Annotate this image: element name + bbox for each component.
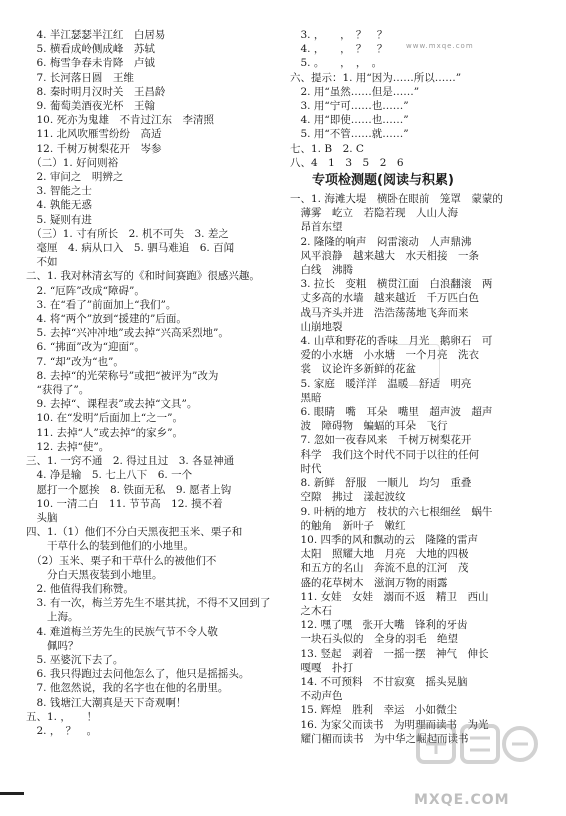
answer-line: 8. 秦时明月汉时关 王昌龄 <box>26 85 166 98</box>
answer-line: 七、1. B 2. C <box>290 142 364 155</box>
answer-line: （2）玉米、栗子和干草什么的被他们不 <box>26 554 217 567</box>
answer-line: 5. 巫婆沉下去了。 <box>26 653 124 666</box>
answer-line: 太阳 照耀大地 月亮 大地的四极 <box>290 548 469 561</box>
answer-line: “获得了”。 <box>26 384 90 397</box>
answer-line: 5. 用“不管……就……” <box>290 128 409 141</box>
answer-line: 八、4 1 3 5 2 6 <box>290 156 404 169</box>
answer-line: 6. 眼睛 嘴 耳朵 嘴里 超声波 超声 <box>290 406 493 419</box>
answer-line: 3. ， ， ？ ？ <box>290 29 388 41</box>
answer-line: 2. 用“虽然……但是……” <box>290 85 420 98</box>
answer-line: 愿打一个愿挨 8. 铁面无私 9. 愿者上钩 <box>26 483 232 496</box>
answer-line: 9. 去掉“、课程表”或去掉“文具”。 <box>26 398 198 411</box>
answer-line: 8. 钱塘江大潮真是天下奇观啊！ <box>26 696 187 709</box>
answer-line: 5. 横看成岭侧成峰 苏轼 <box>26 43 155 56</box>
answer-line: 11. 北风吹雁雪纷纷 高适 <box>26 128 162 141</box>
answer-line: 不如 <box>26 256 58 269</box>
answer-line: 二、1. 我对林清玄写的《和时间赛跑》很感兴趣。 <box>26 270 260 283</box>
answer-line: 13. 竖起 剥着 一摇一摆 神气 伸长 <box>290 647 489 660</box>
answer-line: 5. 家庭 暖洋洋 温暖 舒适 明亮 <box>290 377 472 390</box>
answer-line: 2. “厄阵”改成“障碍”。 <box>26 284 145 297</box>
answer-line: 4. 净是输 5. 七上八下 6. 一个 <box>26 469 193 482</box>
answer-line: 3. 用“宁可……也……” <box>290 100 409 113</box>
answer-line: 之木石 <box>290 604 332 617</box>
answer-line: 16. 为家父而读书 为明理而读书 为光 <box>290 718 489 731</box>
answer-line: 12. 嘿了嘿 张开大嘴 锋利的牙齿 <box>290 619 468 632</box>
answer-line: 9. 葡萄美酒夜光杯 王翰 <box>26 100 155 113</box>
answer-line: 14. 不可预料 不甘寂寞 摇头晃脑 <box>290 675 468 688</box>
answer-line: 和五方的名山 奔流不息的江河 茂 <box>290 562 469 575</box>
answer-line: 六、提示：1. 用“因为……所以……” <box>290 71 462 84</box>
answer-line: 嘎嘎 扑打 <box>290 661 353 674</box>
answer-line: 毫厘 4. 病从口入 5. 驷马难追 6. 百闻 <box>26 242 235 255</box>
answer-line: 昂首东望 <box>290 221 343 234</box>
answer-line: 2. 他值得我们称赞。 <box>26 582 134 595</box>
answer-line: 风平浪静 越来越大 水天相接 一条 <box>290 249 479 262</box>
answer-line: 2. 隆隆的响声 闷雷滚动 人声鼎沸 <box>290 235 472 248</box>
right-main-block <box>290 192 552 746</box>
answer-line: 3. 拉长 变粗 横贯江面 白浪翻滚 两 <box>290 278 493 291</box>
answer-line: 的触角 新叶子 嫩红 <box>290 519 406 532</box>
answer-line: 4. 山草和野花的香味 月光 鹅卵石 可 <box>290 335 493 348</box>
answer-line: （三）1. 寸有所长 2. 机不可失 3. 差之 <box>26 227 229 240</box>
answer-line: 3. 智能之士 <box>26 185 92 198</box>
answer-line: 10. 死亦为鬼雄 不肯过江东 李清照 <box>26 114 215 127</box>
answer-line: 7. 忽如一夜春风来 千树万树梨花开 <box>290 434 472 447</box>
answer-line: 三、1. 一窍不通 2. 得过且过 3. 各显神通 <box>26 455 235 468</box>
answer-line: 4. ， ， ？ ？ <box>290 43 388 56</box>
answer-line: 7. 他忽然说，我的名字也在他的名册里。 <box>26 682 229 695</box>
answer-line: 时代 <box>290 462 322 475</box>
answer-line: 3. 在“看了”前面加上“我们”。 <box>26 298 177 311</box>
section-title: 专项检测题(阅读与积累) <box>312 173 454 189</box>
answer-line: 一块石头似的 全身的羽毛 绝望 <box>290 633 458 646</box>
answer-line: 2. 审问之 明辨之 <box>26 171 124 184</box>
right-column <box>290 28 552 746</box>
watermark-stamp-icon <box>392 344 440 386</box>
watermark-text: MXQE.COM <box>414 792 510 808</box>
answer-line: 5. 去掉“兴冲冲地”或去掉“兴高采烈地”。 <box>26 327 229 340</box>
answer-line: 科学 我们这个时代不同于以往的任何 <box>290 448 479 461</box>
answer-line: 不动声色 <box>290 690 343 703</box>
answer-line: （二）1. 好问则裕 <box>26 156 119 169</box>
answer-line: 4. 用“即使……也……” <box>290 114 409 127</box>
answer-line: 4. 将“两个”放到“援建的”后面。 <box>26 313 187 326</box>
answer-line: 5. 疑则有进 <box>26 213 92 226</box>
left-column <box>26 28 276 738</box>
answer-line: 盛的花草树木 滋润万物的雨露 <box>290 576 448 589</box>
answer-line: 7. “却”改为“也”。 <box>26 355 124 368</box>
answer-line: 10. 一清二白 11. 节节高 12. 摸不着 <box>26 497 223 510</box>
answer-line: 8. 去掉“的光荣称号”或把“被评为”改为 <box>26 369 219 382</box>
answer-line: 5. 。 ， ， 。 <box>290 57 383 70</box>
answer-line: 上海。 <box>26 611 79 624</box>
answer-line: 空隙 拂过 漾起波纹 <box>290 491 406 504</box>
answer-line: 4. 半江瑟瑟半江红 白居易 <box>26 29 166 41</box>
answer-line: 3. 有一次，梅兰芳先生不堪其扰，不得不又回到了 <box>26 597 271 610</box>
answer-line: 9. 叶柄的地方 枝状的六七根细丝 蜗牛 <box>290 505 493 518</box>
answer-line: 6. 梅雪争春未肯降 卢钺 <box>26 57 155 70</box>
answer-line: 8. 新鲜 舒服 一顺儿 均匀 重叠 <box>290 477 472 490</box>
answer-line: 一、1. 海滩大堤 横卧在眼前 笼罩 蒙蒙的 <box>290 193 503 206</box>
answer-line: 10. 四季的风和飘动的云 隆隆的雷声 <box>290 533 479 546</box>
answer-line: 7. 长河落日圆 王维 <box>26 71 134 84</box>
answer-line: 11. 去掉“人”或去掉“的家乡”。 <box>26 426 184 439</box>
answer-line: 山崩地裂 <box>290 320 343 333</box>
answer-line: 五、1. ， ！ <box>26 710 98 723</box>
answer-line: 4. 孰能无惑 <box>26 199 92 212</box>
answer-line: 干草什么的装到他们的小地里。 <box>26 540 194 553</box>
answer-line: 6. 我只得跑过去问他怎么了，他只是摇摇头。 <box>26 668 250 681</box>
answer-line: 战马齐头并进 浩浩荡荡地飞奔而来 <box>290 306 469 319</box>
answer-line: 分白天黑夜装到小地里。 <box>26 568 163 581</box>
answer-line: 薄雾 屹立 若隐若现 人山人海 <box>290 207 458 220</box>
answer-line: 6. “拂面”改为“迎面”。 <box>26 341 145 354</box>
answer-line: 11. 女娃 女娃 溺而不返 精卫 西山 <box>290 590 489 603</box>
watermark-small-text: www.mxqe.com <box>406 42 474 50</box>
answer-line: 12. 去掉“使”。 <box>26 440 110 453</box>
answer-line: 丈多高的水墙 越来越近 千万匹白色 <box>290 292 479 305</box>
answer-line: 4. 难道梅兰芳先生的民族气节不令人敬 <box>26 625 218 638</box>
answer-line: 爱的小水塘 小水塘 一个月亮 洗衣 <box>290 349 479 362</box>
answer-line: 黑暗 <box>290 391 322 404</box>
answer-line: 耀门楣而读书 为中华之崛起而读书 <box>290 732 469 745</box>
answer-line: 12. 千树万树梨花开 岑参 <box>26 142 162 155</box>
answer-line: 15. 辉煌 胜利 幸运 小如微尘 <box>290 704 458 717</box>
answer-line: 裳 议论许多新鲜的花盆 <box>290 363 416 376</box>
answer-line: 波 障碍物 蝙蝠的耳朵 飞行 <box>290 420 448 433</box>
answer-line: 白线 沸腾 <box>290 264 353 277</box>
answer-line: 四、1.（1）他们不分白天黑夜把玉米、栗子和 <box>26 526 243 539</box>
answer-line: 头脑 <box>26 511 58 524</box>
answer-line: 10. 在“发明”后面加上“之一”。 <box>26 412 184 425</box>
answer-line: 2. ， ？ 。 <box>26 724 98 737</box>
answer-line: 佩吗？ <box>26 639 79 652</box>
page-edge-mark <box>0 792 24 795</box>
